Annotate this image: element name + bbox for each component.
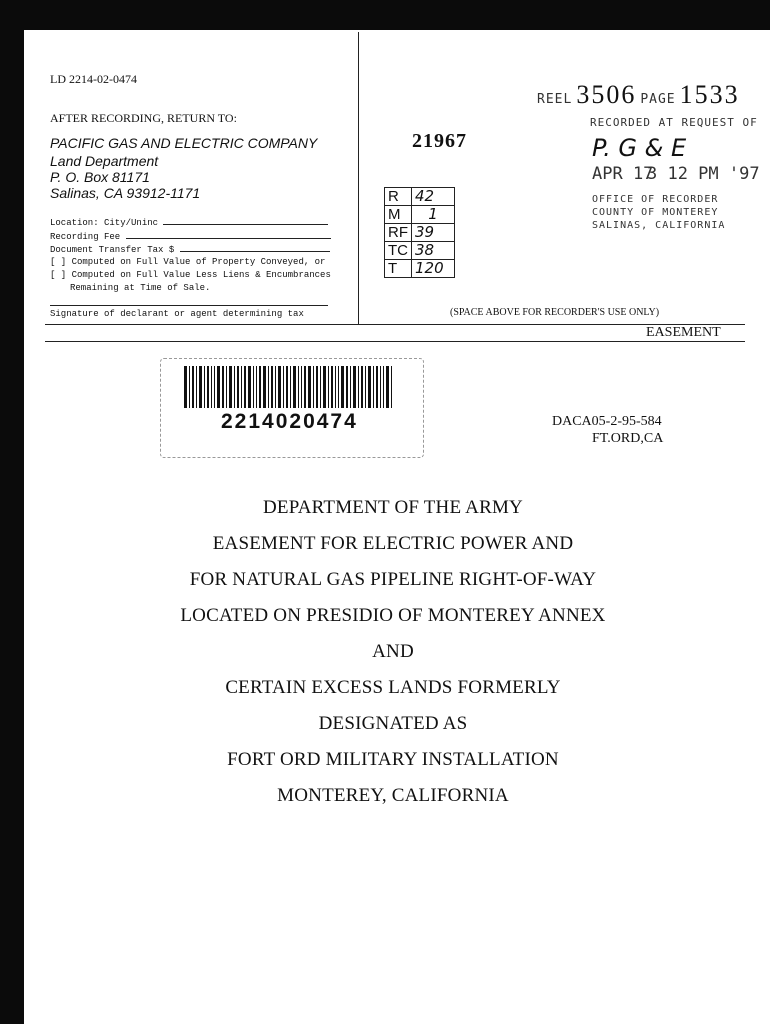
barcode-bar [373, 366, 374, 408]
tax-option-2: [ ] Computed on Full Value Less Liens & Encumbrances [50, 270, 331, 280]
barcode-number: 2214020474 [221, 410, 358, 433]
barcode-bar [328, 366, 329, 408]
fee-row [385, 188, 455, 206]
barcode-bar [391, 366, 392, 408]
barcode-bar [358, 366, 359, 408]
barcode-bar [248, 366, 251, 408]
barcode-bar [268, 366, 269, 408]
title-line: DESIGNATED AS [318, 713, 468, 734]
signature-label: Signature of declarant or agent determining tax [50, 309, 304, 319]
fee-value: 120 [412, 260, 455, 278]
location-label: Location: City/Uninc [50, 218, 159, 228]
barcode-bar [376, 366, 378, 408]
after-recording-label: AFTER RECORDING, RETURN TO: [50, 111, 237, 125]
page-number: 1533 [679, 80, 740, 109]
barcode-bar [386, 366, 389, 408]
title-line: EASEMENT FOR ELECTRIC POWER AND [212, 533, 574, 554]
signature-line [50, 305, 328, 306]
ld-number: LD 2214-02-0474 [50, 72, 137, 86]
barcode-bar [293, 366, 296, 408]
barcode-bar [353, 366, 356, 408]
transfer-tax-label: Document Transfer Tax $ [50, 245, 175, 255]
barcode-bar [275, 366, 276, 408]
barcode-bar [226, 366, 227, 408]
barcode-bar [361, 366, 363, 408]
barcode-bar [331, 366, 333, 408]
recording-fee-field [50, 230, 331, 242]
transfer-tax-line [180, 243, 330, 252]
barcode-bar [217, 366, 220, 408]
title-line: MONTEREY, CALIFORNIA [277, 785, 509, 806]
barcode-bar [308, 366, 311, 408]
barcode-bar [365, 366, 366, 408]
office-line-3: SALINAS, CALIFORNIA [592, 220, 726, 231]
barcode-bar [211, 366, 212, 408]
barcode-bar [350, 366, 351, 408]
tax-option-2-cont: Remaining at Time of Sale. [70, 283, 211, 293]
barcode-bar [222, 366, 224, 408]
barcode-bar [323, 366, 326, 408]
fee-value: 1 [412, 206, 455, 224]
vertical-divider [358, 32, 359, 324]
office-line-1: OFFICE OF RECORDER [592, 194, 719, 205]
fee-key: M [385, 206, 412, 224]
barcode-bar [234, 366, 235, 408]
fee-key: T [385, 260, 412, 278]
daca-number: DACA05-2-95-584 [552, 414, 662, 429]
barcode-bar [189, 366, 190, 408]
header-divider-bottom [45, 341, 745, 342]
scan-border-top [0, 0, 770, 30]
header-divider-top [45, 324, 745, 325]
barcode-bar [286, 366, 288, 408]
recording-fee-line [126, 230, 331, 239]
barcode-bar [290, 366, 291, 408]
transfer-tax-field [50, 243, 330, 255]
title-line: FORT ORD MILITARY INSTALLATION [227, 749, 559, 770]
office-line-2: COUNTY OF MONTEREY [592, 207, 719, 218]
company-name: PACIFIC GAS AND ELECTRIC COMPANY [50, 135, 318, 151]
fee-row [385, 206, 455, 224]
barcode-bar [304, 366, 306, 408]
fee-value: 39 [412, 224, 455, 242]
barcode-bar [338, 366, 339, 408]
title-line: AND [372, 641, 414, 662]
title-line: DEPARTMENT OF THE ARMY [263, 497, 523, 518]
fee-row [385, 242, 455, 260]
tax-option-1: [ ] Computed on Full Value of Property Conveyed, or [50, 257, 326, 267]
barcode-bar [313, 366, 314, 408]
page-label: PAGE [640, 92, 676, 107]
ref-location: FT.ORD,CA [592, 431, 664, 446]
requester-handwritten: P. G & E [592, 134, 687, 162]
barcode-bar [271, 366, 273, 408]
fee-key: RF [385, 224, 412, 242]
barcode-bar [259, 366, 261, 408]
barcode-bar [368, 366, 371, 408]
barcode-bar [204, 366, 205, 408]
barcode-bar [335, 366, 336, 408]
barcode-bar [184, 366, 187, 408]
easement-label: EASEMENT [646, 325, 721, 340]
barcode-bar [298, 366, 299, 408]
barcode-bar [316, 366, 318, 408]
reel-label: REEL [537, 92, 573, 107]
location-line [163, 216, 328, 225]
fee-row [385, 260, 455, 278]
recording-fee-label: Recording Fee [50, 232, 121, 242]
city-address: Salinas, CA 93912-1171 [50, 185, 201, 201]
barcode-bar [229, 366, 232, 408]
fee-key: TC [385, 242, 412, 260]
barcode-bar [383, 366, 384, 408]
barcode [184, 366, 392, 408]
barcode-bar [346, 366, 348, 408]
fee-value: 38 [412, 242, 455, 260]
barcode-bar [301, 366, 302, 408]
date-stamp-time: 3 12 PM '97 [647, 164, 760, 184]
barcode-bar [207, 366, 209, 408]
document-number: 21967 [412, 130, 467, 152]
fee-row [385, 224, 455, 242]
barcode-bar [199, 366, 202, 408]
barcode-bar [192, 366, 194, 408]
recorded-at-request: RECORDED AT REQUEST OF [590, 116, 758, 129]
department-name: Land Department [50, 153, 159, 169]
barcode-bar [253, 366, 254, 408]
barcode-bar [278, 366, 281, 408]
barcode-bar [214, 366, 215, 408]
fee-value: 42 [412, 188, 455, 206]
barcode-bar [237, 366, 239, 408]
title-line: CERTAIN EXCESS LANDS FORMERLY [225, 677, 561, 698]
reel-page-stamp [537, 80, 740, 110]
space-above-recorder: (SPACE ABOVE FOR RECORDER'S USE ONLY) [450, 307, 660, 318]
barcode-bar [244, 366, 246, 408]
title-line: FOR NATURAL GAS PIPELINE RIGHT-OF-WAY [189, 569, 597, 590]
barcode-bar [341, 366, 344, 408]
fee-key: R [385, 188, 412, 206]
barcode-bar [320, 366, 321, 408]
location-field [50, 216, 328, 228]
fee-table [384, 187, 455, 278]
barcode-bar [256, 366, 257, 408]
barcode-bar [196, 366, 197, 408]
barcode-bar [380, 366, 381, 408]
po-box: P. O. Box 81171 [50, 169, 150, 185]
barcode-bar [283, 366, 284, 408]
reel-number: 3506 [576, 80, 637, 109]
title-line: LOCATED ON PRESIDIO OF MONTEREY ANNEX [180, 605, 606, 626]
date-stamp-day: APR 17 [592, 164, 654, 184]
barcode-bar [263, 366, 266, 408]
barcode-bar [241, 366, 242, 408]
